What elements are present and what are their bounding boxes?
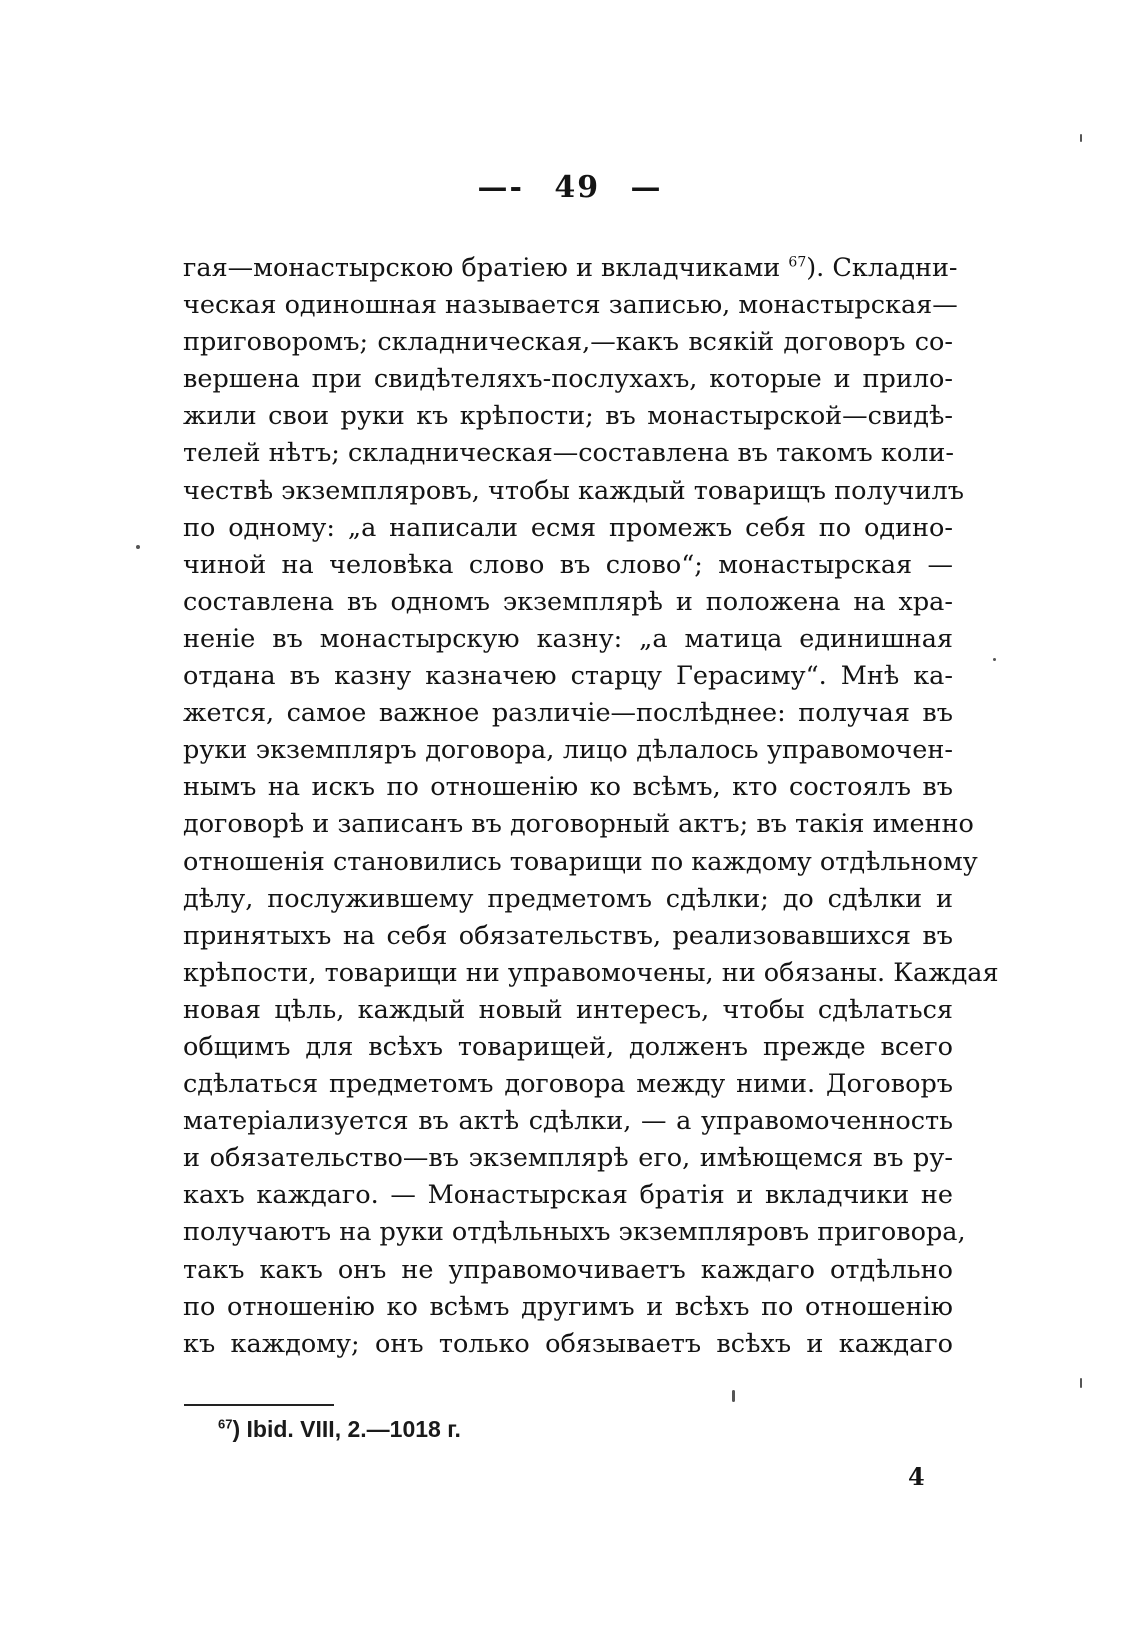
- scan-speck: [1080, 134, 1082, 142]
- line-text: гая—монастырскою братіею и вкладчиками: [183, 253, 781, 283]
- text-line: отношенія становились товарищи по каждому отдѣльному: [183, 846, 978, 877]
- text-line: такъ какъ онъ не управомочиваетъ каждаго отдѣльно: [183, 1254, 953, 1285]
- text-line: крѣпости, товарищи ни управомочены, ни обязаны. Каждая: [183, 957, 999, 988]
- signature-mark: 4: [908, 1462, 925, 1491]
- text-line: сдѣлаться предметомъ договора между ними. Договоръ: [183, 1069, 953, 1100]
- scan-speck: [1080, 1378, 1082, 1388]
- text-line: чиной на человѣка слово въ слово“; монастырская —: [183, 549, 953, 580]
- text-line: руки экземпляръ договора, лицо дѣлалось управомочен-: [183, 735, 953, 766]
- text-line: нымъ на искъ по отношенію ко всѣмъ, кто состоялъ въ: [183, 772, 953, 803]
- scan-speck: [136, 545, 140, 549]
- text-line: кахъ каждаго. — Монастырская братія и вкладчики не: [183, 1180, 953, 1211]
- text-line: жется, самое важное различіе—послѣднее: получая въ: [183, 698, 953, 729]
- text-line: жили свои руки къ крѣпости; въ монастырской—свидѣ-: [183, 401, 953, 432]
- text-line: составлена въ одномъ экземплярѣ и положена на хра-: [183, 586, 953, 617]
- footnote-divider: [184, 1404, 334, 1406]
- text-line: къ каждому; онъ только обязываетъ всѣхъ и каждаго: [183, 1328, 953, 1359]
- text-line: чествѣ экземпляровъ, чтобы каждый товарищъ получилъ: [183, 475, 964, 506]
- line-text-continuation: ). Складни-: [806, 253, 958, 283]
- text-line: договорѣ и записанъ въ договорный актъ; въ такія именно: [183, 809, 974, 840]
- scan-speck: [732, 1390, 735, 1402]
- text-line: и обязательство—въ экземплярѣ его, имѣющемся въ ру-: [183, 1143, 953, 1174]
- text-line: новая цѣль, каждый новый интересъ, чтобы сдѣлаться: [183, 994, 953, 1025]
- text-line: [183, 250, 958, 287]
- text-line: общимъ для всѣхъ товарищей, долженъ прежде всего: [183, 1031, 953, 1062]
- text-line: получаютъ на руки отдѣльныхъ экземпляровъ приговора,: [183, 1217, 966, 1248]
- body-text: [183, 250, 999, 1363]
- text-line: отдана въ казну казначею старцу Герасиму“. Мнѣ ка-: [183, 661, 953, 692]
- page-header: [0, 170, 1140, 205]
- footnote-text: ) Ibid. VIII, 2.—1018 г.: [232, 1416, 461, 1442]
- text-line: приговоромъ; складническая,—какъ всякій договоръ со-: [183, 327, 953, 358]
- text-line: телей нѣтъ; складническая—составлена въ такомъ коли-: [183, 438, 954, 469]
- text-line: по одному: „а написали есмя промежъ себя по одино-: [183, 512, 953, 543]
- footnote-number: 67: [218, 1416, 233, 1432]
- text-line: по отношенію ко всѣмъ другимъ и всѣхъ по отношенію: [183, 1291, 953, 1322]
- footnote-reference: 67: [788, 254, 807, 271]
- text-line: вершена при свидѣтеляхъ-послухахъ, которые и прило-: [183, 364, 953, 395]
- text-line: принятыхъ на себя обязательствъ, реализовавшихся въ: [183, 920, 953, 951]
- scan-speck: [993, 658, 996, 661]
- header-right-dash: —: [630, 170, 663, 205]
- text-line: ческая одиношная называется записью, монастырская—: [183, 290, 958, 321]
- text-line: дѣлу, послужившему предметомъ сдѣлки; до сдѣлки и: [183, 883, 953, 914]
- page-number: 49: [554, 170, 601, 205]
- header-left-dash: —-: [477, 170, 524, 205]
- text-line: неніе въ монастырскую казну: „а матица единишная: [183, 623, 953, 654]
- footnote: [218, 1416, 461, 1443]
- text-line: матеріализуется въ актѣ сдѣлки, — а управомоченность: [183, 1106, 953, 1137]
